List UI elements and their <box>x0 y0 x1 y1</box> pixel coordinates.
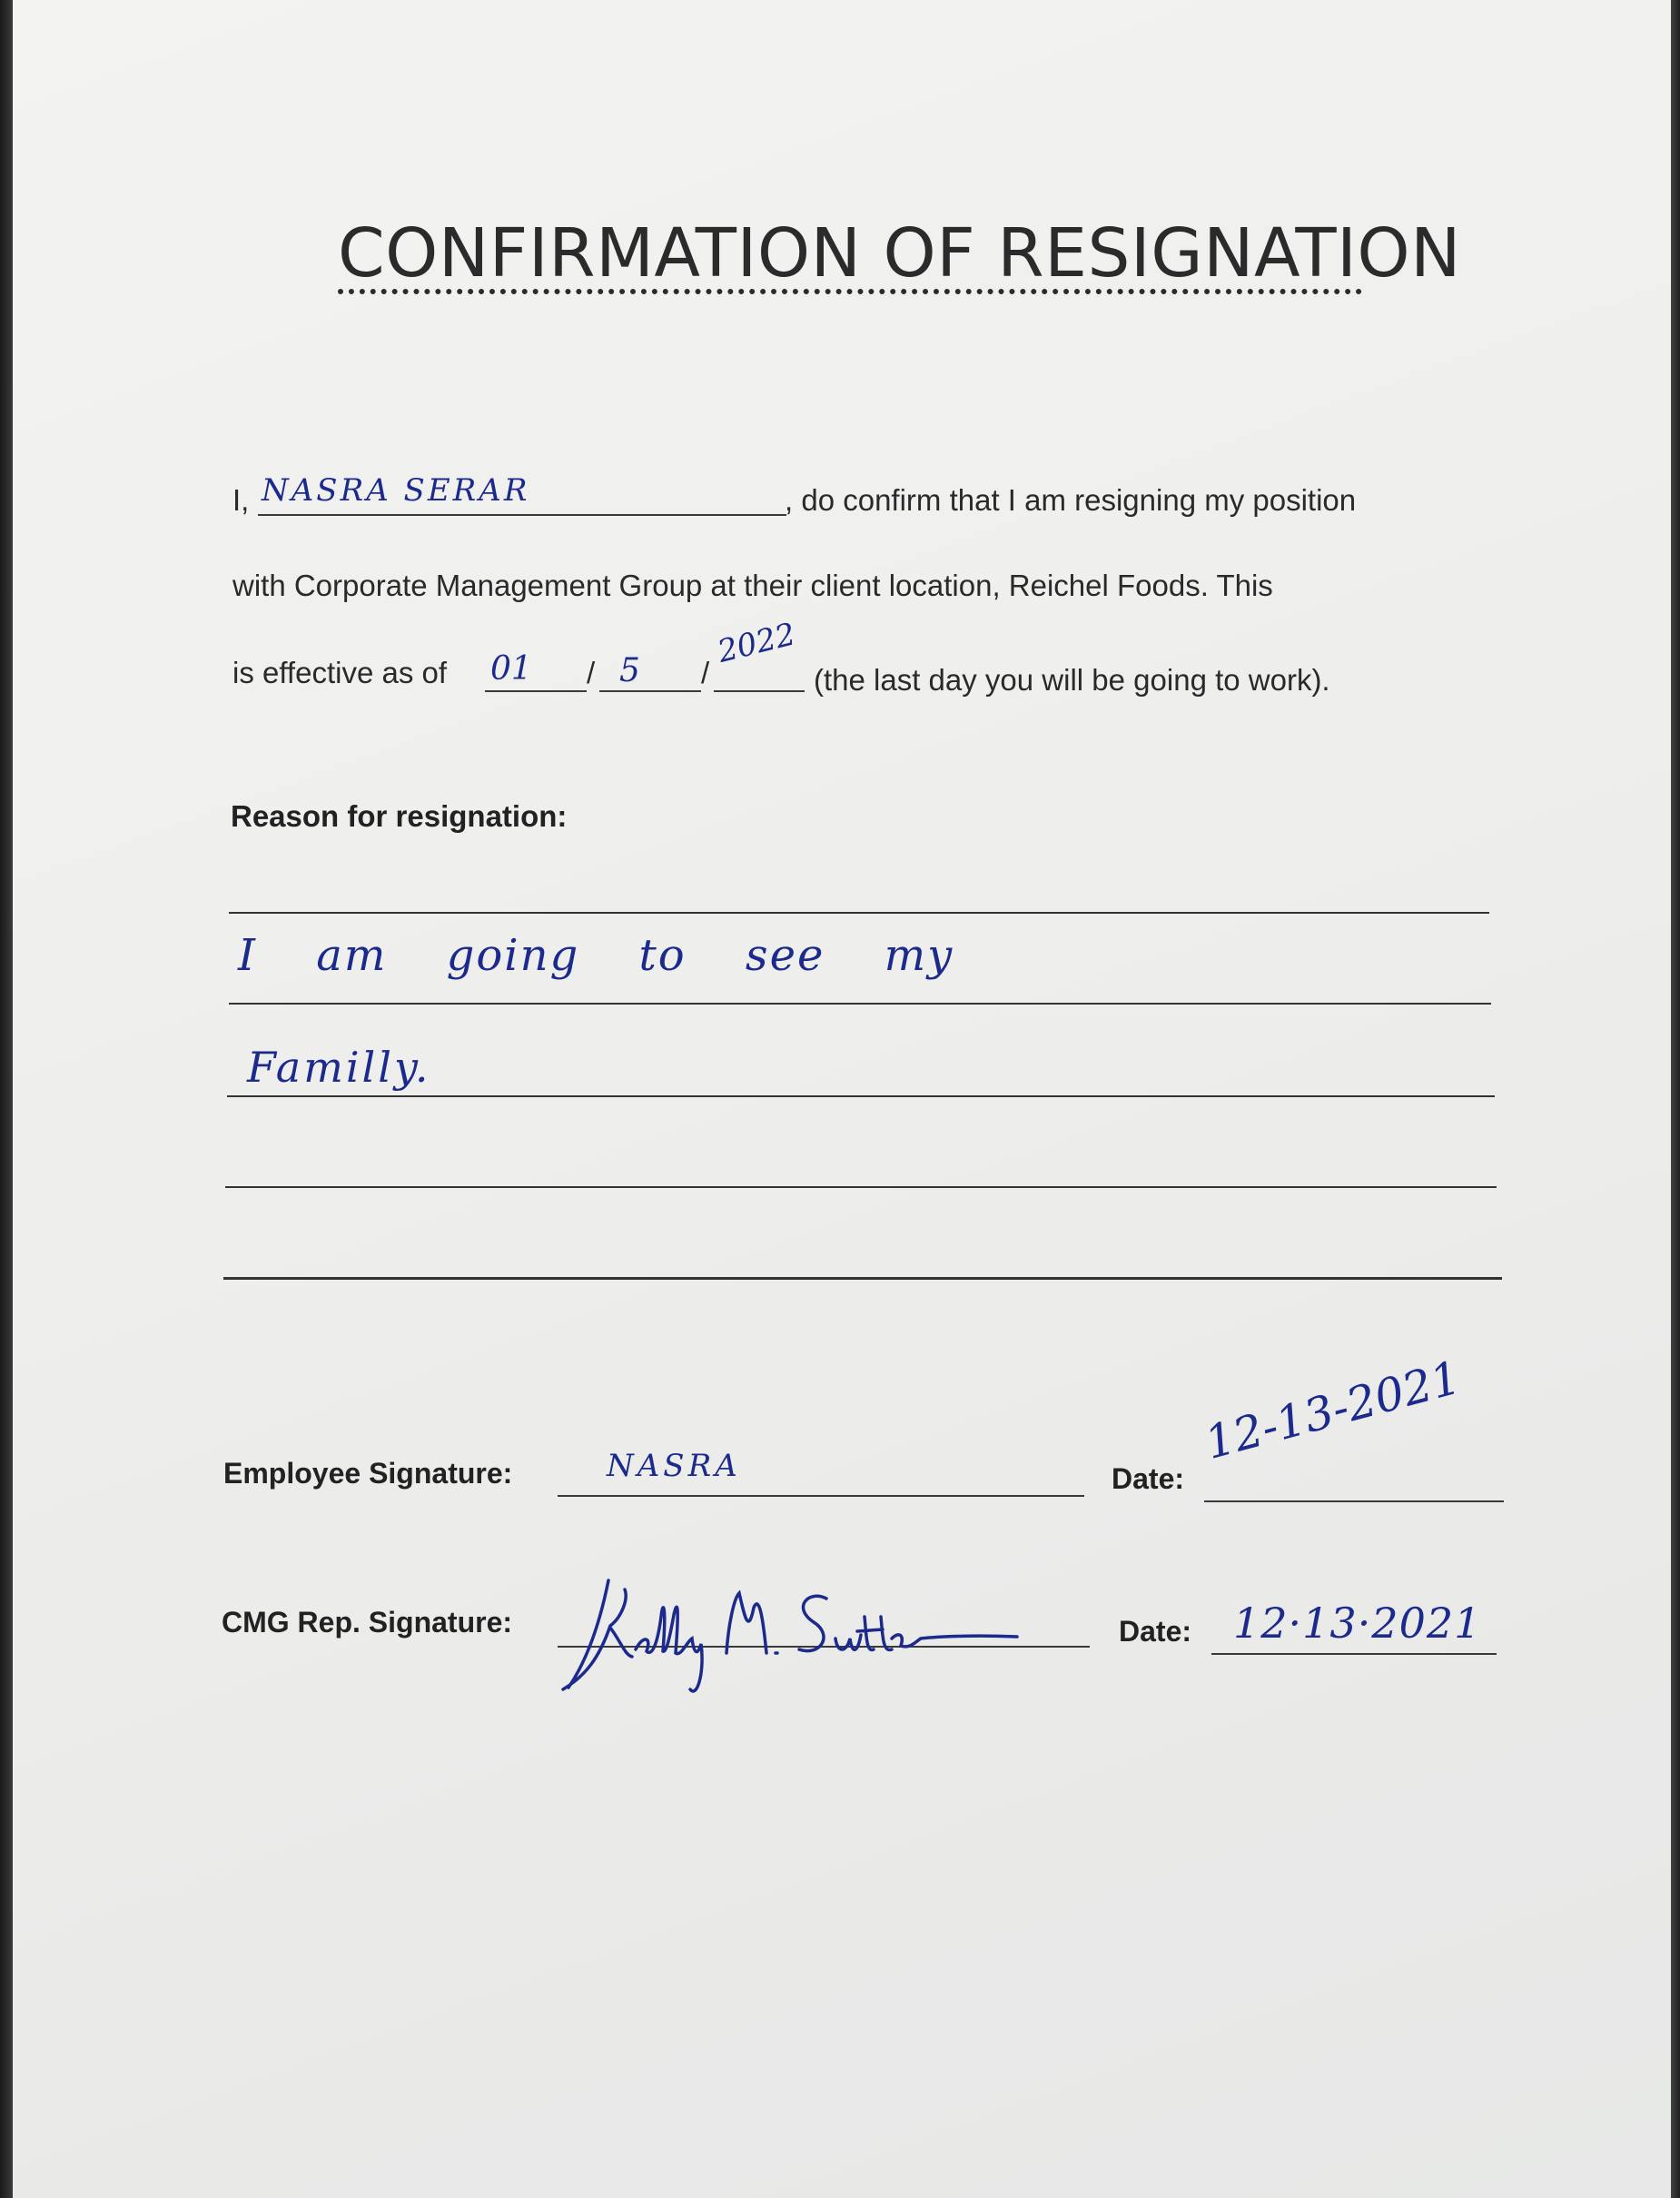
reason-rule-3 <box>227 1095 1495 1097</box>
page-edge-left <box>0 0 13 2198</box>
cmg-date-line <box>1211 1653 1497 1655</box>
intro-prefix: I, <box>232 483 250 517</box>
page-edge-right <box>1671 0 1680 2198</box>
employee-signature: NASRA <box>607 1448 741 1484</box>
title-underline <box>338 289 1362 294</box>
year-blank <box>714 690 805 692</box>
employee-signature-label: Employee Signature: <box>223 1457 513 1490</box>
employee-date-label: Date: <box>1112 1462 1185 1495</box>
reason-rule-2 <box>229 1003 1491 1005</box>
effective-month: 01 <box>490 650 532 688</box>
reason-rule-1 <box>229 912 1489 914</box>
effective-prefix: is effective as of <box>232 656 448 689</box>
employer-line: with Corporate Management Group at their client location, Reichel Foods. This <box>232 569 1273 602</box>
cmg-signature-drawing <box>545 1562 1035 1698</box>
employee-date-line <box>1204 1500 1504 1502</box>
date-slash-1: / <box>587 656 596 689</box>
reason-text-line2: Familly. <box>247 1043 431 1092</box>
effective-day: 5 <box>619 652 640 689</box>
date-slash-2: / <box>701 656 710 689</box>
form-title: CONFIRMATION OF RESIGNATION <box>338 214 1461 292</box>
reason-label: Reason for resignation: <box>231 799 568 833</box>
cmg-date: 12·13·2021 <box>1233 1599 1482 1648</box>
reason-text-line1: I am going to see my <box>238 930 954 981</box>
reason-rule-5 <box>223 1277 1502 1280</box>
effective-year: 2022 <box>714 616 799 670</box>
employee-name: NASRA SERAR <box>262 472 530 509</box>
name-blank <box>258 514 786 516</box>
effective-suffix: (the last day you will be going to work). <box>814 663 1330 697</box>
cmg-signature-label: CMG Rep. Signature: <box>222 1606 513 1639</box>
employee-signature-line <box>558 1495 1084 1497</box>
intro-suffix: , do confirm that I am resigning my position <box>785 483 1357 517</box>
month-blank <box>485 690 587 692</box>
reason-rule-4 <box>225 1186 1497 1188</box>
cmg-date-label: Date: <box>1119 1615 1192 1648</box>
day-blank <box>599 690 701 692</box>
employee-date: 12-13-2021 <box>1199 1351 1467 1470</box>
